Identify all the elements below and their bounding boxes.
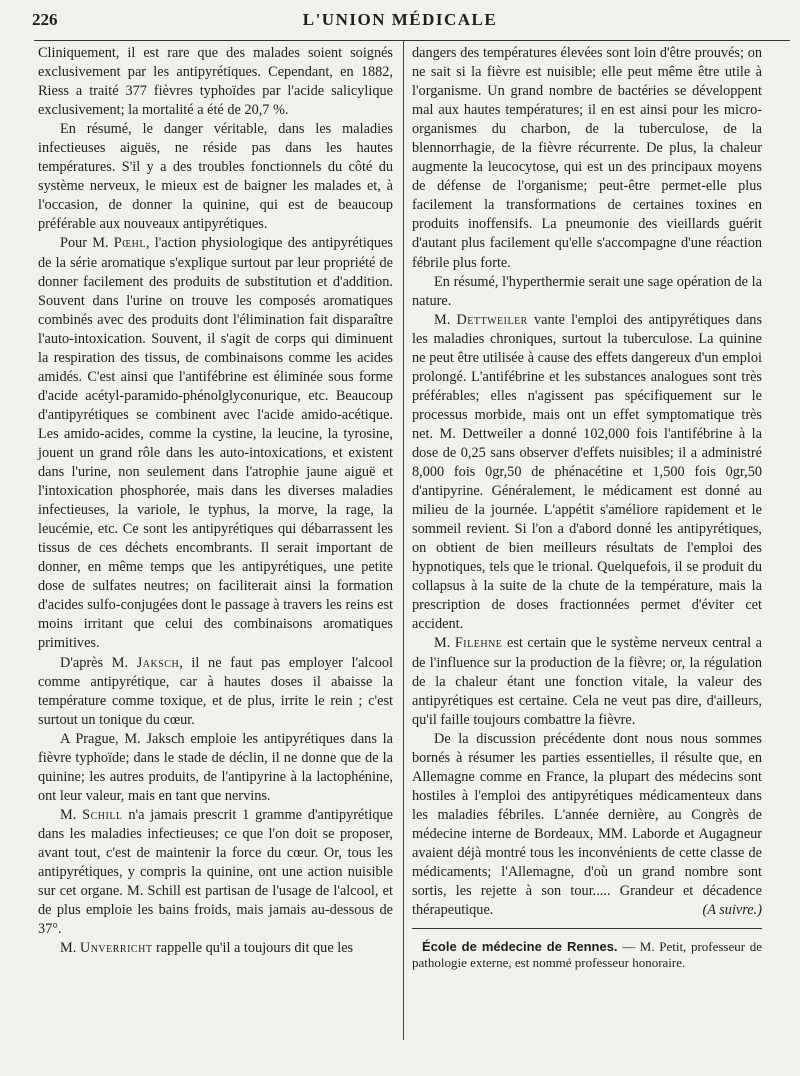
paragraph-conclusion (412, 730, 762, 920)
lead-text: Pour M. (60, 235, 109, 252)
news-text: — M. Petit, professeur de pathologie externe, est nommé professeur honoraire. (412, 939, 762, 970)
paragraph-text: De la discussion précédente dont nous nous sommes bornés à résumer les parties essentielles, il résulte que, en Allemagne comme en France, la plupart des médecins sont hostiles à l'emploi des antipyrétiques médicamenteux dans les maladies fébriles. L'année dernière, au Congrès de médecine interne de Bordeaux, MM. Laborde et Augagneur avaient déjà montré tous les inconvénients de cette classe de médicaments; l'Allemagne, d'où un grand nombre sont sortis, les rejette à son tour..... Grandeur et décadence thérapeutique. (412, 730, 762, 919)
news-rule (412, 928, 762, 929)
paragraph-poehl (38, 234, 393, 653)
running-title: L'UNION MÉDICALE (302, 10, 498, 29)
author-name: Filehne (454, 635, 503, 652)
paragraph-clinical: Cliniquement, il est rare que des malades soient soignés exclusivement par les antipyrétiques. Cependant, en 1882, Riess a traité 377 fièvres typhoïdes par l'acide salicylique exclusivement; la mortalité a été de 20,7 %. (38, 45, 393, 119)
paragraph-summary: En résumé, le danger véritable, dans les maladies infectieuses aiguës, ne réside pas dans les hautes températures. S'il y a des troubles fonctionnels du côté du système nerveux, le mieux est de baigner les malades et, à l'occasion, de donner la quinine, qui est de beaucoup préférable aux nouveaux antipyrétiques. (38, 121, 393, 233)
lead-text: M. (60, 806, 77, 823)
news-paragraph (412, 939, 762, 970)
paragraph-text: , il ne faut pas employer l'alcool comme antipyrétique, car à hautes doses il abaisse la température comme toxique, et de plus, irrite le rein ; c'est surtout un tonique du cœur. (38, 654, 393, 728)
paragraph-text: vante l'emploi des antipyrétiques dans les maladies chroniques, surtout la tuberculose. La quinine ne peut être utilisée à cause des effets dangereux d'un emploi prolongé. L'antifébrine et les substances analogues sont très préférables; elles n'agissent pas spécifiquement sur le processus morbide, mais ont un effet symptomatique très net. M. Dettweiler a donné 102,000 fois l'antifébrine à la dose de 0,25 sans observer d'effets nuisibles; il a administré 8,000 fois 0gr,50 de phénacétine et 1,500 fois 0gr,50 d'antipyrine. Généralement, le médicament est donné au milieu de la journée. L'appétit s'améliore rapidement et le sommeil revient. Si l'on a d'abord donné les antipyrétiques, on obtient de bien meilleurs résultats de l'emploi des hypnotiques, tels que le trional. Quelquefois, il se produit du collapsus à la suite de la chute de la température, mais la prescription de doses fractionnées permet d'éviter cet accident. (412, 311, 763, 633)
author-name: Jaksch (136, 654, 180, 671)
lead-text: D'après M. (60, 654, 129, 671)
paragraph-text: n'a jamais prescrit 1 gramme d'antipyrétique dans les maladies infectieuses; ce que l'on doit se proposer, avant tout, c'est de maintenir la force du cœur. Or, tous les antipyrétiques, y compris la quinine, ont une action nuisible sur cet organe. M. Schill est partisan de l'usage de l'alcool, et de plus emploie les bains froids, mais jamais au-dessous de 37°. (38, 806, 393, 938)
left-column (38, 44, 393, 958)
paragraph-schill (38, 806, 393, 939)
paragraph-unverricht (38, 939, 393, 958)
paragraph-prague: A Prague, M. Jaksch emploie les antipyrétiques dans la fièvre typhoïde; dans le stade de déclin, il ne donne que de la quinine; les autres produits, de l'antipyrine à la lactophénine, ont leur valeur, mais en tant que nervins. (38, 730, 393, 804)
paragraph-hyperthermia: En résumé, l'hyperthermie serait une sage opération de la nature. (412, 273, 762, 309)
lead-text: M. (60, 940, 77, 957)
author-name: Dettweiler (456, 311, 528, 328)
author-name: Unverricht (79, 940, 153, 957)
to-be-continued: (A suivre.) (702, 902, 762, 919)
author-name: Schill (82, 806, 123, 823)
lead-text: M. (434, 635, 451, 652)
paragraph-fever-dangers: dangers des températures élevées sont loin d'être prouvés; on ne sait si la fièvre est nuisible; elle peut même être utile à l'organisme. Un grand nombre de bactéries se développent mal aux hautes températures; il en est ainsi pour les micro-organismes du charbon, de la tuberculose, de la blennorrhagie, de la fièvre récurrente. De plus, la chaleur augmente la leucocytose, qui est un des principaux moyens de défense de l'organisme; peut-être permet-elle plus facilement la transformations de certaines toxines en produits inoffensifs. La pneumonie des vieillards guérit d'autant plus facilement qu'elle s'accompagne d'une réaction fébrile plus forte. (412, 45, 762, 271)
paragraph-text: est certain que le système nerveux central a de l'influence sur la production de la fièvre; or, la régulation de la chaleur étant une fonction vitale, la valeur des antipyrétiques est certaine. Cela ne veut pas dire, d'ailleurs, qu'il faille toujours combattre la fièvre. (412, 635, 762, 728)
header-rule (34, 40, 790, 41)
news-item (412, 939, 762, 970)
right-column (412, 44, 762, 970)
paragraph-text: , l'action physiologique des antipyrétiques de la série aromatique s'explique surtout par leur propriété de donner facilement des produits de substitution et d'addition. Souvent dans l'urine on trouve les composés aromatiques combinés avec des produits dont l'élimination fait disparaître l'auto-intoxication. Souvent, il s'agit de corps qui diminuent la respiration des tissus, de combinaisons comme les acides amidés. C'est ainsi que l'antifébrine est éliminée sous forme d'acide acétyl-paramido-phénolglyconurique, etc. Beaucoup d'antipyrétiques se combinent avec l'acide amido-acétique. Les amido-acides, comme la cystine, la leucine, la tyrosine, jouent un grand rôle dans les auto-intoxications, et existent dans l'urine, non seulement dans l'atrophie jaune aiguë et l'intoxication phosphorée, mais dans les diverses maladies infectieuses, la variole, le typhus, la morve, la rage, la leucémie, etc. Ce sont les antipyrétiques qui débarrassent les tissus de ces déchets encombrants. Il serait important de donner, en même temps que les antipyrétiques, une petite dose de sulfates neutres; on faciliterait ainsi la formation d'acides sulfo-conjugées dont le passage à travers les reins est moins irritant que celui des combinaisons aromatiques primitives. (38, 235, 393, 652)
paragraph-filehne (412, 634, 762, 729)
page-header (0, 8, 800, 34)
paragraph-jaksch (38, 654, 393, 730)
author-name: Pœhl (113, 235, 146, 252)
column-divider (403, 40, 404, 1040)
page-number: 226 (32, 10, 58, 29)
paragraph-text: rappelle qu'il a toujours dit que les (152, 940, 354, 957)
news-title: École de médecine de Rennes. (422, 939, 618, 955)
paragraph-dettweiler (412, 311, 762, 635)
lead-text: M. (434, 311, 451, 328)
